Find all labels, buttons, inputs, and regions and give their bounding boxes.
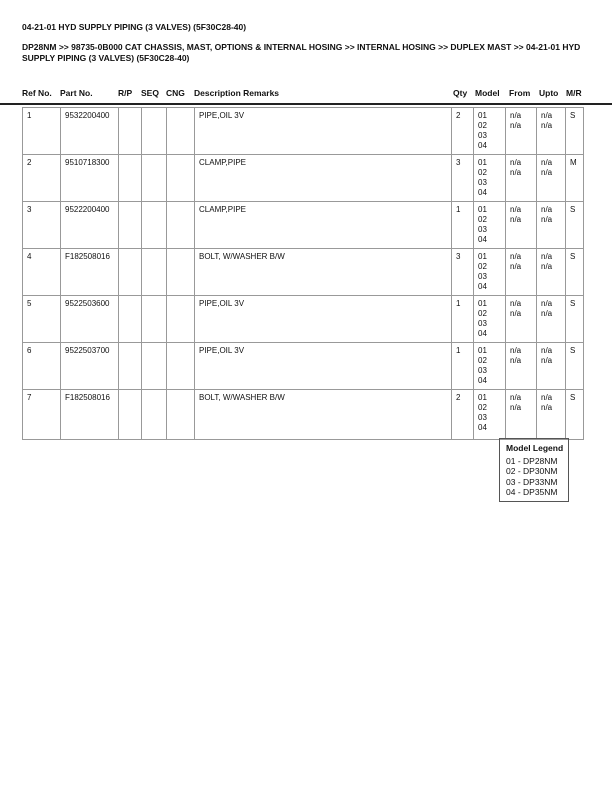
description-cell: PIPE,OIL 3V xyxy=(195,296,452,343)
from-cell: n/a n/a xyxy=(506,343,537,390)
column-header: Part No. xyxy=(60,88,93,98)
ref-no-cell: 6 xyxy=(23,343,61,390)
from-cell: n/a n/a xyxy=(506,155,537,202)
qty-cell: 2 xyxy=(452,390,474,440)
rp-cell xyxy=(119,155,142,202)
description-cell: BOLT, W/WASHER B/W xyxy=(195,390,452,440)
part-no-cell: 9510718300 xyxy=(61,155,119,202)
rp-cell xyxy=(119,296,142,343)
mr-cell: S xyxy=(566,343,584,390)
upto-cell: n/a n/a xyxy=(537,249,566,296)
mr-cell: S xyxy=(566,202,584,249)
rp-cell xyxy=(119,390,142,440)
parts-table xyxy=(22,107,584,440)
legend-item: 03 - DP33NM xyxy=(506,476,558,487)
model-cell: 01 02 03 04 xyxy=(474,296,506,343)
mr-cell: S xyxy=(566,249,584,296)
qty-cell: 2 xyxy=(452,108,474,155)
seq-cell xyxy=(142,202,167,249)
model-cell: 01 02 03 04 xyxy=(474,249,506,296)
cng-cell xyxy=(167,296,195,343)
seq-cell xyxy=(142,249,167,296)
ref-no-cell: 1 xyxy=(23,108,61,155)
part-no-cell: 9532200400 xyxy=(61,108,119,155)
upto-cell: n/a n/a xyxy=(537,296,566,343)
from-cell: n/a n/a xyxy=(506,249,537,296)
cng-cell xyxy=(167,155,195,202)
column-header: M/R xyxy=(566,88,582,98)
legend-item: 04 - DP35NM xyxy=(506,487,558,497)
rp-cell xyxy=(119,108,142,155)
qty-cell: 1 xyxy=(452,296,474,343)
model-legend xyxy=(499,438,569,502)
ref-no-cell: 4 xyxy=(23,249,61,296)
table-row xyxy=(23,202,584,249)
legend-title: Model Legend xyxy=(506,443,564,453)
column-header: Model xyxy=(475,88,500,98)
model-cell: 01 02 03 04 xyxy=(474,343,506,390)
header-divider xyxy=(0,103,612,105)
mr-cell: S xyxy=(566,390,584,440)
cng-cell xyxy=(167,249,195,296)
legend-item: 02 - DP30NM xyxy=(506,466,558,476)
table-row xyxy=(23,155,584,202)
ref-no-cell: 5 xyxy=(23,296,61,343)
upto-cell: n/a n/a xyxy=(537,108,566,155)
table-row xyxy=(23,390,584,440)
model-cell: 01 02 03 04 xyxy=(474,155,506,202)
column-header: From xyxy=(509,88,531,98)
page-title: 04-21-01 HYD SUPPLY PIPING (3 VALVES) (5F30C28-40) xyxy=(22,22,247,32)
upto-cell: n/a n/a xyxy=(537,155,566,202)
seq-cell xyxy=(142,108,167,155)
qty-cell: 3 xyxy=(452,155,474,202)
legend-item: 01 - DP28NM xyxy=(506,455,558,466)
description-cell: PIPE,OIL 3V xyxy=(195,108,452,155)
rp-cell xyxy=(119,343,142,390)
column-header: Upto xyxy=(539,88,559,98)
ref-no-cell: 7 xyxy=(23,390,61,440)
part-no-cell: F182508016 xyxy=(61,249,119,296)
mr-cell: M xyxy=(566,155,584,202)
mr-cell: S xyxy=(566,296,584,343)
description-cell: CLAMP,PIPE xyxy=(195,202,452,249)
part-no-cell: 9522503600 xyxy=(61,296,119,343)
description-cell: CLAMP,PIPE xyxy=(195,155,452,202)
ref-no-cell: 2 xyxy=(23,155,61,202)
upto-cell: n/a n/a xyxy=(537,202,566,249)
part-no-cell: 9522503700 xyxy=(61,343,119,390)
seq-cell xyxy=(142,296,167,343)
part-no-cell: 9522200400 xyxy=(61,202,119,249)
seq-cell xyxy=(142,390,167,440)
qty-cell: 3 xyxy=(452,249,474,296)
from-cell: n/a n/a xyxy=(506,108,537,155)
from-cell: n/a n/a xyxy=(506,390,537,440)
rp-cell xyxy=(119,249,142,296)
mr-cell: S xyxy=(566,108,584,155)
cng-cell xyxy=(167,390,195,440)
upto-cell: n/a n/a xyxy=(537,390,566,440)
column-header: Qty xyxy=(453,88,468,98)
table-row xyxy=(23,343,584,390)
part-no-cell: F182508016 xyxy=(61,390,119,440)
column-header: Description Remarks xyxy=(194,88,280,98)
column-header: SEQ xyxy=(141,88,159,98)
qty-cell: 1 xyxy=(452,202,474,249)
cng-cell xyxy=(167,108,195,155)
cng-cell xyxy=(167,202,195,249)
model-cell: 01 02 03 04 xyxy=(474,202,506,249)
qty-cell: 1 xyxy=(452,343,474,390)
column-header: R/P xyxy=(118,88,133,98)
model-cell: 01 02 03 04 xyxy=(474,390,506,440)
from-cell: n/a n/a xyxy=(506,202,537,249)
table-row xyxy=(23,296,584,343)
description-cell: BOLT, W/WASHER B/W xyxy=(195,249,452,296)
breadcrumb: DP28NM >> 98735-0B000 CAT CHASSIS, MAST, OPTIONS & INTERNAL HOSING >> INTERNAL HOSING >> DUPLEX MAST >> 04-21-01 HYD SUPPLY PIPING (3 VALVES) (5F30C28-40) xyxy=(22,42,581,63)
upto-cell: n/a n/a xyxy=(537,343,566,390)
rp-cell xyxy=(119,202,142,249)
from-cell: n/a n/a xyxy=(506,296,537,343)
column-header: Ref No. xyxy=(22,88,52,98)
table-row xyxy=(23,108,584,155)
seq-cell xyxy=(142,343,167,390)
model-cell: 01 02 03 04 xyxy=(474,108,506,155)
cng-cell xyxy=(167,343,195,390)
description-cell: PIPE,OIL 3V xyxy=(195,343,452,390)
seq-cell xyxy=(142,155,167,202)
ref-no-cell: 3 xyxy=(23,202,61,249)
column-header: CNG xyxy=(166,88,185,98)
table-row xyxy=(23,249,584,296)
